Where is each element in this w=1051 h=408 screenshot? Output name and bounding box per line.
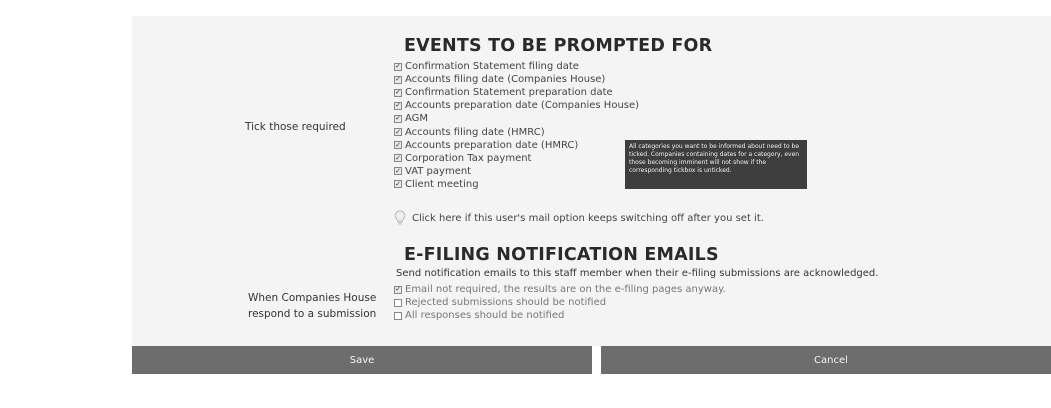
tooltip: All categories you want to be informed about need to be ticked. Companies containing dates for a category, even those becoming imminent will not show if the corresponding tickbox is unticked. (625, 140, 807, 189)
checkbox-icon[interactable]: ✓ (395, 140, 401, 149)
checkbox-icon[interactable]: ✓ (395, 166, 401, 175)
checkbox-icon[interactable]: ✓ (395, 101, 401, 110)
events-section-title: EVENTS TO BE PROMPTED FOR (404, 36, 713, 56)
efiling-options-list (393, 283, 726, 322)
event-checkbox-item[interactable]: ✓ Accounts preparation date (Companies House) (395, 100, 640, 112)
efiling-option-item[interactable]: All responses should be notified (393, 309, 726, 322)
checkbox-icon[interactable]: ✓ (395, 179, 401, 188)
efiling-section-title: E-FILING NOTIFICATION EMAILS (404, 245, 719, 265)
checkbox-icon[interactable]: ✓ (395, 285, 401, 294)
event-checkbox-item[interactable]: ✓ VAT payment (395, 165, 472, 177)
efiling-option-item[interactable]: ✓ Email not required, the results are on the e-filing pages anyway. (395, 284, 726, 296)
event-checkbox-item[interactable]: ✓ Corporation Tax payment (395, 152, 532, 164)
event-checkbox-item[interactable]: ✓ Accounts filing date (HMRC) (395, 126, 545, 138)
checkbox-icon[interactable]: ✓ (395, 153, 401, 162)
hint-text: Click here if this user's mail option keeps switching off after you set it. (412, 212, 764, 224)
event-checkbox-item[interactable]: ✓ Client meeting (395, 178, 479, 190)
event-checkbox-item[interactable]: ✓ Accounts filing date (Companies House) (395, 74, 606, 86)
checkbox-icon[interactable] (394, 312, 402, 320)
checkbox-icon[interactable]: ✓ (395, 75, 401, 84)
checkbox-icon[interactable]: ✓ (395, 114, 401, 123)
efiling-description: Send notification emails to this staff member when their e-filing submissions are acknowledged. (396, 268, 879, 279)
mail-option-hint-link[interactable] (394, 210, 764, 226)
event-checkbox-item[interactable]: ✓ Accounts preparation date (HMRC) (395, 139, 579, 151)
event-checkbox-item[interactable]: ✓ Confirmation Statement filing date (395, 61, 579, 73)
checkbox-icon[interactable]: ✓ (395, 127, 401, 136)
event-checkbox-item[interactable]: ✓ AGM (395, 113, 429, 125)
checkbox-icon[interactable]: ✓ (395, 88, 401, 97)
checkbox-icon[interactable] (394, 299, 402, 307)
cancel-button[interactable]: Cancel (601, 346, 1051, 374)
efiling-option-item[interactable]: Rejected submissions should be notified (393, 296, 726, 309)
checkbox-icon[interactable]: ✓ (395, 62, 401, 71)
events-checkbox-list (393, 60, 639, 191)
companies-house-label: When Companies House respond to a submission (248, 292, 377, 320)
event-checkbox-item[interactable]: ✓ Confirmation Statement preparation date (395, 87, 613, 99)
lightbulb-icon (394, 210, 406, 226)
tick-required-label: Tick those required (245, 121, 346, 133)
save-button[interactable]: Save (132, 346, 592, 374)
